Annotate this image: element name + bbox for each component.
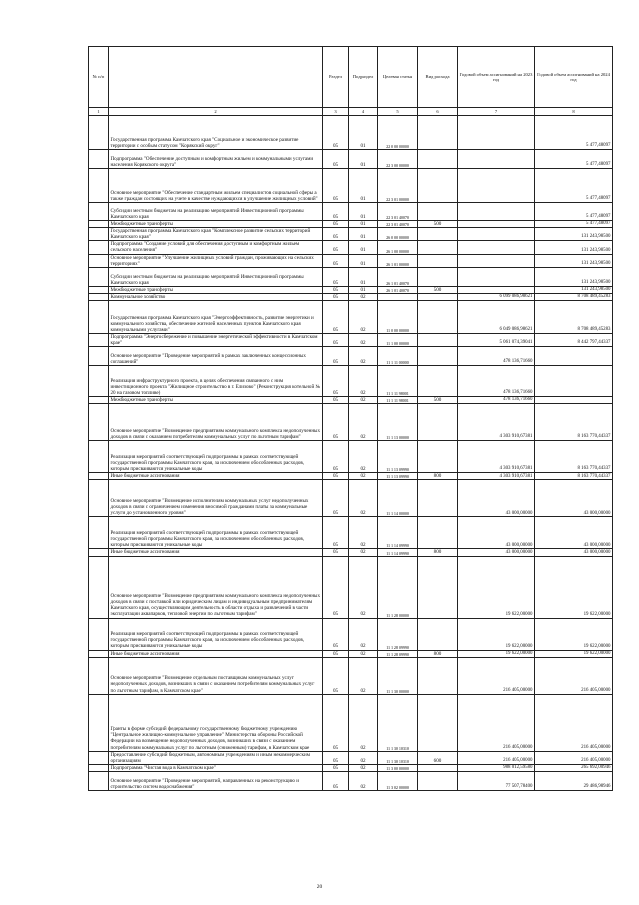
row-exp-type-cell [418,293,458,300]
row-subsection-cell: 01 [349,254,378,267]
row-exp-type-cell [418,657,458,694]
row-subsection-cell: 02 [349,771,378,790]
row-2023-cell: 19 622,00000 [458,556,535,618]
row-num-cell [89,254,109,267]
row-2023-cell: 478 136,71660 [458,366,535,397]
row-subsection-cell: 02 [349,300,378,333]
row-2023-cell: 77 507,78400 [458,771,535,790]
row-2023-cell: 4 303 910,67381 [458,441,535,473]
row-section-cell: 05 [323,473,349,480]
row-name-cell: Государственная программа Камчатского края "Социальное и экономическое развитие территории с особым статусом "Корякский округ" [109,116,323,150]
row-2024-cell: 43 000,00000 [535,480,613,517]
row-name-cell: Реализация мероприятий соответствующей подпрограммы в рамках соответствующей государственной программы Камчатского края, за исключением обособленных расходов, которым присваиваются уникальные коды [109,441,323,473]
row-name-cell: Подпрограмма "Чистая вода в Камчатском крае" [109,764,323,771]
row-name-cell: Иные бюджетные ассигнования [109,549,323,556]
row-exp-type-cell: 500 [418,221,458,228]
header-exp-type: Вид расхода [418,47,458,108]
row-name-cell: Основное мероприятие "Проведение мероприятий в рамках заключенных концессионных соглашений" [109,347,323,366]
row-2024-cell: 131 243,98500 [535,267,613,286]
row-subsection-cell: 02 [349,397,378,404]
row-target-cell: 26 1 01 40070 [378,267,418,286]
row-2024-cell: 8 708 489,45283 [535,293,613,300]
row-2024-cell: 131 243,98500 [535,241,613,254]
row-2023-cell [458,254,535,267]
column-number: 7 [458,108,535,116]
row-subsection-cell: 02 [349,473,378,480]
row-exp-type-cell [418,771,458,790]
table-row [89,751,613,764]
row-2023-cell: 19 622,00000 [458,650,535,657]
header-2024: Годовой объем ассигнований на 2024 год [535,47,613,108]
row-subsection-cell: 02 [349,618,378,650]
row-subsection-cell: 01 [349,203,378,221]
row-2024-cell: 8 163 770,44337 [535,441,613,473]
row-subsection-cell: 01 [349,116,378,150]
row-section-cell: 05 [323,549,349,556]
row-subsection-cell: 01 [349,267,378,286]
row-target-cell: 22 3 01 40070 [378,221,418,228]
column-number-row [89,108,613,116]
row-exp-type-cell: 500 [418,397,458,404]
row-name-cell: Основное мероприятие "Улучшение жилищных условий граждан, проживающих на сельских территориях" [109,254,323,267]
row-2024-cell: 43 000,00000 [535,549,613,556]
row-2023-cell [458,150,535,169]
row-num-cell [89,286,109,293]
row-target-cell [378,293,418,300]
row-2023-cell: 478 136,71660 [458,397,535,404]
row-exp-type-cell [418,366,458,397]
row-exp-type-cell [418,267,458,286]
row-name-cell: Основное мероприятие "Обеспечение стандартным жильем специалистов социальной сферы а также граждан состоящих на учете в качестве нуждающихся в улучшение жилищных условий" [109,169,323,203]
table-row [89,618,613,650]
row-num-cell [89,221,109,228]
column-number: 8 [535,108,613,116]
table-row [89,254,613,267]
row-2024-cell: 5 477,48097 [535,150,613,169]
row-target-cell: 11 3 00 00000 [378,764,418,771]
row-subsection-cell: 02 [349,657,378,694]
row-2024-cell: 5 477,48097 [535,169,613,203]
row-2024-cell [535,366,613,397]
row-2024-cell: 216 405,00000 [535,657,613,694]
row-num-cell [89,267,109,286]
row-2023-cell [458,169,535,203]
row-2024-cell: 29 486,98946 [535,771,613,790]
row-name-cell: Субсидии местным бюджетам на реализацию мероприятий Инвестиционной программы Камчатского края [109,203,323,221]
row-subsection-cell: 02 [349,333,378,346]
row-exp-type-cell [418,254,458,267]
row-name-cell: Коммунальное хозяйство [109,293,323,300]
header-target: Целевая статья [378,47,418,108]
table-body [89,116,613,791]
row-num-cell [89,549,109,556]
row-subsection-cell: 02 [349,293,378,300]
row-target-cell: 11 1 14 00000 [378,480,418,517]
row-name-cell: Предоставление субсидий бюджетным, автономным учреждениям и иным некоммерческим организациям [109,751,323,764]
row-target-cell: 11 1 11 98001 [378,397,418,404]
row-2023-cell: 6 099 086,98621 [458,293,535,300]
row-exp-type-cell [418,517,458,549]
row-subsection-cell: 02 [349,441,378,473]
row-subsection-cell: 02 [349,650,378,657]
row-2023-cell: 216 405,00000 [458,751,535,764]
row-exp-type-cell [418,203,458,221]
row-section-cell: 05 [323,221,349,228]
row-target-cell: 22 3 00 00000 [378,150,418,169]
row-name-cell: Государственная программа Камчатского края "Комплексное развитие сельских территорий Камчатского края" [109,228,323,241]
row-subsection-cell: 02 [349,549,378,556]
table-row [89,556,613,618]
row-subsection-cell: 02 [349,694,378,751]
column-number: 4 [349,108,378,116]
table-row [89,267,613,286]
row-2023-cell: 4 303 910,67381 [458,473,535,480]
row-target-cell: 11 1 11 98001 [378,366,418,397]
row-target-cell: 11 1 11 00000 [378,347,418,366]
row-num-cell [89,473,109,480]
row-num-cell [89,441,109,473]
row-target-cell: 26 1 00 00000 [378,241,418,254]
row-subsection-cell: 02 [349,480,378,517]
table-row [89,241,613,254]
row-subsection-cell: 02 [349,751,378,764]
column-number: 1 [89,108,109,116]
row-name-cell: Межбюджетные трансферты [109,286,323,293]
row-subsection-cell: 01 [349,150,378,169]
row-exp-type-cell [418,764,458,771]
row-exp-type-cell [418,694,458,751]
budget-table [88,46,613,791]
row-2023-cell: 43 000,00000 [458,517,535,549]
table-row [89,366,613,397]
row-exp-type-cell [418,241,458,254]
row-2023-cell [458,267,535,286]
table-row [89,473,613,480]
table-row [89,764,613,771]
table-row [89,228,613,241]
row-exp-type-cell [418,300,458,333]
row-section-cell: 05 [323,694,349,751]
row-section-cell: 05 [323,241,349,254]
row-target-cell: 11 1 13 00000 [378,404,418,441]
table-row [89,347,613,366]
row-2023-cell: 216 405,00000 [458,657,535,694]
row-2024-cell: 265 692,00946 [535,764,613,771]
column-number: 2 [109,108,323,116]
table-row [89,441,613,473]
header-row [89,47,613,108]
row-section-cell: 05 [323,764,349,771]
row-num-cell [89,116,109,150]
row-name-cell: Основное мероприятие "Возмещение предприятиям коммунального комплекса недополученных доходов в связи с оказанием потребителям коммунальных услуг по льготным тарифам" [109,404,323,441]
row-exp-type-cell [418,618,458,650]
row-section-cell: 05 [323,657,349,694]
row-num-cell [89,771,109,790]
row-subsection-cell: 01 [349,241,378,254]
row-section-cell: 05 [323,300,349,333]
row-section-cell: 05 [323,116,349,150]
table-row [89,169,613,203]
row-target-cell: 11 1 14 09990 [378,549,418,556]
row-num-cell [89,366,109,397]
row-name-cell: Реализация мероприятий соответствующей подпрограммы в рамках соответствующей государственной программы Камчатского края, за исключением обособленных расходов, которым присваиваются уникальные коды [109,618,323,650]
row-section-cell: 05 [323,286,349,293]
row-2024-cell: 19 622,00000 [535,556,613,618]
row-section-cell: 05 [323,441,349,473]
row-num-cell [89,404,109,441]
row-target-cell: 11 1 14 09990 [378,517,418,549]
row-subsection-cell: 01 [349,228,378,241]
row-2024-cell: 43 000,00000 [535,517,613,549]
row-name-cell: Подпрограмма "Создание условий для обеспечения доступным и комфортным жильем сельского населения" [109,241,323,254]
row-name-cell: Субсидии местным бюджетам на реализацию мероприятий Инвестиционной программы Камчатского края [109,267,323,286]
row-name-cell: Гранты в форме субсидий федеральному государственному бюджетному учреждению "Центральное жилищно-коммунальное управление" Министерства обороны Российской Федерации на возмещение недополученных доходов, возникших в связи с оказанием потребителям коммунальных услуг по льготным (сниженным) тарифам, в Камчатском крае [109,694,323,751]
row-num-cell [89,228,109,241]
row-2023-cell: 4 303 910,67381 [458,404,535,441]
row-exp-type-cell [418,333,458,346]
table-row [89,333,613,346]
row-num-cell [89,241,109,254]
page-number: 20 [316,884,323,890]
header-section: Раздел [323,47,349,108]
row-2024-cell: 216 405,00000 [535,694,613,751]
table-row [89,286,613,293]
row-num-cell [89,657,109,694]
row-subsection-cell: 01 [349,169,378,203]
row-target-cell: 11 1 28 00000 [378,556,418,618]
row-target-cell: 11 1 30 10310 [378,694,418,751]
row-section-cell: 05 [323,203,349,221]
row-2023-cell: 19 622,00000 [458,618,535,650]
row-2024-cell [535,347,613,366]
row-section-cell: 05 [323,618,349,650]
table-row [89,480,613,517]
row-target-cell: 11 3 02 00000 [378,771,418,790]
row-exp-type-cell: 600 [418,751,458,764]
row-2023-cell [458,286,535,293]
row-name-cell: Основное мероприятие "Возмещение отдельным поставщикам коммунальных услуг недополученных доходов, возникших в связи с оказанием потребителям коммунальных услуг по льготным тарифам, в Камчатском крае" [109,657,323,694]
row-2023-cell: 5 061 074,39041 [458,333,535,346]
table-row [89,694,613,751]
row-2024-cell: 5 477,48097 [535,116,613,150]
row-name-cell: Подпрограмма "Энергосбережение и повышение энергетической эффективности в Камчатском крае" [109,333,323,346]
row-2023-cell [458,221,535,228]
row-target-cell: 22 3 01 00000 [378,169,418,203]
row-section-cell: 05 [323,150,349,169]
row-name-cell: Межбюджетные трансферты [109,397,323,404]
row-target-cell: 11 0 00 00000 [378,300,418,333]
row-section-cell: 05 [323,751,349,764]
row-2023-cell: 43 000,00000 [458,549,535,556]
row-2024-cell: 131 243,98500 [535,254,613,267]
row-name-cell: Основное мероприятие "Возмещение предприятиям коммунального комплекса недополученных доходов в связи с поставкой или юридическим лицам и индивидуальным предпринимателям Камчатского края, осуществляющим деятельность в области отдыха и развлечений в части эксплуатации аквапарков, тепловой энергии по льготным тарифам" [109,556,323,618]
row-2024-cell: 19 622,00000 [535,618,613,650]
row-subsection-cell: 02 [349,517,378,549]
row-section-cell: 05 [323,556,349,618]
row-target-cell: 11 1 30 10310 [378,751,418,764]
row-section-cell: 05 [323,480,349,517]
row-exp-type-cell: 800 [418,549,458,556]
row-name-cell: Реализация мероприятий соответствующей подпрограммы в рамках соответствующей государственной программы Камчатского края, за исключением обособленных расходов, которым присваиваются уникальные коды [109,517,323,549]
row-exp-type-cell [418,556,458,618]
row-exp-type-cell [418,404,458,441]
row-subsection-cell: 02 [349,764,378,771]
row-2023-cell: 6 049 086,98621 [458,300,535,333]
row-target-cell: 11 1 28 09990 [378,650,418,657]
row-2023-cell: 216 405,00000 [458,694,535,751]
row-target-cell: 11 1 00 00000 [378,333,418,346]
row-2024-cell: 131 243,98500 [535,286,613,293]
row-2024-cell: 8 163 770,44337 [535,473,613,480]
row-num-cell [89,764,109,771]
row-2024-cell: 8 163 770,44337 [535,404,613,441]
row-num-cell [89,300,109,333]
row-section-cell: 05 [323,333,349,346]
row-num-cell [89,169,109,203]
row-section-cell: 05 [323,404,349,441]
row-subsection-cell: 02 [349,556,378,618]
header-subsection: Подраздел [349,47,378,108]
row-2024-cell: 5 477,48097 [535,203,613,221]
table-row [89,657,613,694]
table-row [89,549,613,556]
row-target-cell: 11 1 13 09990 [378,473,418,480]
row-exp-type-cell: 800 [418,650,458,657]
row-num-cell [89,517,109,549]
table-row [89,771,613,790]
row-target-cell: 22 0 00 00000 [378,116,418,150]
row-subsection-cell: 01 [349,286,378,293]
row-subsection-cell: 02 [349,347,378,366]
row-section-cell: 05 [323,366,349,397]
row-2024-cell: 8 442 797,44337 [535,333,613,346]
row-exp-type-cell [418,228,458,241]
row-exp-type-cell: 500 [418,286,458,293]
table-row [89,397,613,404]
header-num: № п/п [89,47,109,108]
row-2024-cell: 5 477,48097 [535,221,613,228]
row-section-cell: 05 [323,267,349,286]
row-target-cell: 22 3 01 40070 [378,203,418,221]
table-row [89,221,613,228]
column-number: 5 [378,108,418,116]
row-num-cell [89,150,109,169]
row-2024-cell: 8 708 489,45283 [535,300,613,333]
row-target-cell: 26 1 01 40070 [378,286,418,293]
row-2024-cell: 131 243,98500 [535,228,613,241]
row-section-cell: 05 [323,254,349,267]
row-2023-cell [458,241,535,254]
row-name-cell: Иные бюджетные ассигнования [109,650,323,657]
row-num-cell [89,650,109,657]
row-num-cell [89,694,109,751]
table-row [89,404,613,441]
row-name-cell: Подпрограмма "Обеспечение доступным и комфортным жильем и коммунальными услугами населения Корякского округа" [109,150,323,169]
row-2023-cell [458,228,535,241]
row-subsection-cell: 02 [349,404,378,441]
row-exp-type-cell [418,150,458,169]
row-name-cell: Основное мероприятие "Проведение мероприятий, направленных на реконструкцию и строительство систем водоснабжения" [109,771,323,790]
row-exp-type-cell [418,116,458,150]
row-target-cell: 26 0 00 00000 [378,228,418,241]
row-exp-type-cell [418,441,458,473]
column-number: 3 [323,108,349,116]
row-target-cell: 26 1 01 00000 [378,254,418,267]
table-row [89,203,613,221]
column-number: 6 [418,108,458,116]
row-name-cell: Иные бюджетные ассигнования [109,473,323,480]
row-2024-cell: 216 405,00000 [535,751,613,764]
table-row [89,116,613,150]
row-section-cell: 05 [323,169,349,203]
row-num-cell [89,618,109,650]
row-2024-cell [535,397,613,404]
row-exp-type-cell: 800 [418,473,458,480]
row-target-cell: 11 1 28 09990 [378,618,418,650]
row-num-cell [89,293,109,300]
row-2024-cell: 19 622,00000 [535,650,613,657]
row-num-cell [89,333,109,346]
header-2023: Годовой объем ассигнований на 2023 год [458,47,535,108]
table-row [89,517,613,549]
table-row [89,650,613,657]
row-section-cell: 05 [323,771,349,790]
row-section-cell: 05 [323,397,349,404]
row-section-cell: 05 [323,650,349,657]
row-name-cell: Основное мероприятие "Возмещение исполнителям коммунальных услуг недополученных доходов в связи с ограничением изменения вносимой гражданами платы за коммунальные услуги до установленного уровня" [109,480,323,517]
row-num-cell [89,480,109,517]
row-name-cell: Реализация инфраструктурного проекта, в целях обеспечения связанного с ним инвестиционного проекта "Жилищное строительство в г. Елизово" (Реконструкция котельной № 20 на газовом топливе) [109,366,323,397]
row-num-cell [89,347,109,366]
row-num-cell [89,751,109,764]
row-2023-cell [458,203,535,221]
row-subsection-cell: 02 [349,366,378,397]
row-2023-cell: 988 012,59580 [458,764,535,771]
row-num-cell [89,397,109,404]
row-section-cell: 05 [323,228,349,241]
table-row [89,293,613,300]
row-section-cell: 05 [323,293,349,300]
row-subsection-cell: 01 [349,221,378,228]
row-target-cell: 11 1 30 00000 [378,657,418,694]
row-num-cell [89,556,109,618]
row-section-cell: 05 [323,347,349,366]
table-row [89,300,613,333]
row-2023-cell: 478 136,71660 [458,347,535,366]
row-2023-cell: 43 000,00000 [458,480,535,517]
header-name [109,47,323,108]
row-name-cell: Межбюджетные трансферты [109,221,323,228]
row-exp-type-cell [418,347,458,366]
row-num-cell [89,203,109,221]
table-row [89,150,613,169]
row-target-cell: 11 1 13 09990 [378,441,418,473]
row-2023-cell [458,116,535,150]
row-name-cell: Государственная программа Камчатского края "Энергоэффективность, развитие энергетики и коммунального хозяйства, обеспечение жителей населенных пунктов Камчатского края коммунальными услугами" [109,300,323,333]
row-exp-type-cell [418,169,458,203]
row-exp-type-cell [418,480,458,517]
row-section-cell: 05 [323,517,349,549]
